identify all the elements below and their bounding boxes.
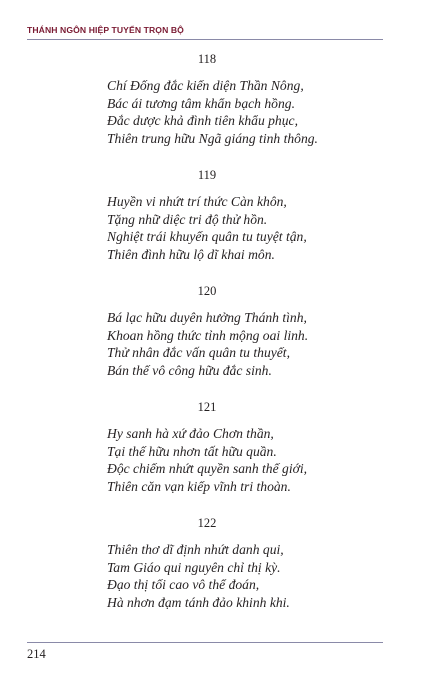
poem <box>0 52 430 168</box>
poem-number: 120 <box>197 284 217 298</box>
poem-line: Chí Đống đắc kiến diện Thần Nông, <box>107 78 304 93</box>
poem-stanza <box>107 77 318 147</box>
poem-stanza <box>107 193 307 263</box>
poem-line: Thử nhân đắc vấn quân tu thuyết, <box>107 345 290 360</box>
poem-line: Thiên thơ dĩ định nhứt danh qui, <box>107 542 284 557</box>
poem-stanza <box>107 425 307 495</box>
poem-list <box>0 52 430 632</box>
poem <box>0 284 430 400</box>
poem-line: Thiên đình hữu lộ dĩ khai môn. <box>107 246 275 262</box>
poem-line: Huyền vi nhứt trí thức Càn khôn, <box>107 194 287 209</box>
poem-number: 119 <box>197 168 217 182</box>
poem-line: Tại thế hữu nhơn tất hữu quần. <box>107 443 277 459</box>
poem-stanza <box>107 309 308 379</box>
poem-stanza <box>107 541 290 611</box>
poem-line: Tam Giáo qui nguyên chỉ thị kỳ. <box>107 559 281 575</box>
poem-line: Đạo thị tối cao vô thể đoán, <box>107 577 260 592</box>
poem-line: Đắc dược khả đình tiên khẩu phục, <box>107 113 298 128</box>
poem-line: Hy sanh hà xứ đảo Chơn thần, <box>107 426 274 441</box>
poem-line: Thiên trung hữu Ngã giáng tinh thông. <box>107 130 318 146</box>
poem <box>0 168 430 284</box>
poem-number: 122 <box>197 516 217 530</box>
poem-line: Tặng nhữ diệc tri độ thử hồn. <box>107 211 268 227</box>
poem-line: Nghiệt trái khuyến quân tu tuyệt tận, <box>107 229 307 244</box>
running-header: THÁNH NGÔN HIỆP TUYỂN TRỌN BỘ <box>27 25 184 35</box>
poem-line: Bác ái tương tâm khẩn bạch hồng. <box>107 95 295 111</box>
page-number: 214 <box>27 647 46 661</box>
poem-number: 118 <box>197 52 217 66</box>
poem-line: Bá lạc hữu duyên hưởng Thánh tình, <box>107 310 307 325</box>
poem-line: Bán thế vô công hữu đắc sinh. <box>107 362 272 378</box>
poem <box>0 516 430 632</box>
poem-line: Thiên căn vạn kiếp vĩnh tri thoàn. <box>107 478 291 494</box>
poem-line: Hà nhơn đạm tánh đảo khinh khi. <box>107 594 290 610</box>
poem-number: 121 <box>197 400 217 414</box>
header-divider <box>27 39 383 40</box>
poem-line: Độc chiếm nhứt quyền sanh thế giới, <box>107 461 308 476</box>
poem-line: Khoan hồng thức tỉnh mộng oai linh. <box>107 327 309 343</box>
poem <box>0 400 430 516</box>
footer-divider <box>27 642 383 643</box>
